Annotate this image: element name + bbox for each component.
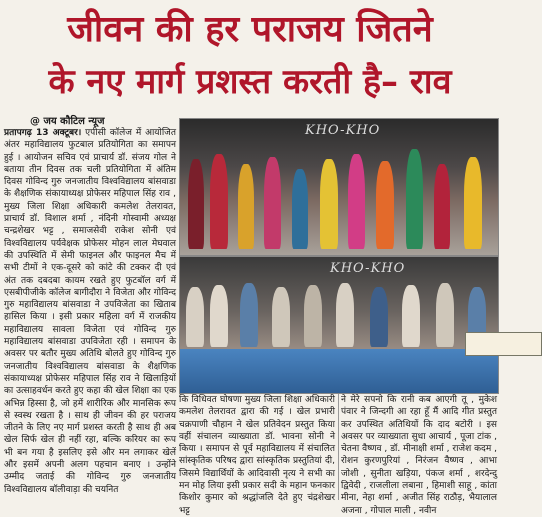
byline: @ जय कौटिल न्यूज (30, 116, 105, 127)
guest-figure (186, 287, 204, 347)
dancer-figure (434, 164, 450, 249)
guest-figure (210, 285, 228, 347)
photo-banner-text: KHO-KHO (305, 123, 381, 138)
dancer-figure (464, 157, 482, 249)
headline (0, 0, 500, 110)
team-award-photo (179, 256, 499, 394)
guest-figure (370, 287, 388, 347)
headline-line-1: जीवन की हर पराजय जितने (67, 9, 433, 50)
article-column-middle: कि विधिवत घोषणा मुख्य जिला शिक्षा अधिकारी कमलेश तेलरावत द्वारा की गई । खेल प्रभारी चक्रपाणी चौहान ने खेल प्रतिवेदन प्रस्तुत किया वहीं संचालन व्याख्याता डॉ. भावना सोनी ने किया । समापन से पूर्व महाविद्यालय में संचालित सांस्कृतिक परिषद द्वारा सांस्कृतिक प्रस्तुतियां दी, जिसमे विद्यार्थियों के आदिवासी नृत्य ने सभी का मन मोह लिया इसी प्रकार सदी के महान फनकार किशोर कुमार को श्रद्धांजलि देते हुए चंद्रशेखर भट्ट (179, 395, 335, 516)
prize-cheque (465, 332, 542, 356)
dancer-figure (264, 157, 281, 249)
guest-figure (304, 285, 322, 347)
photo-banner-text: KHO-KHO (330, 261, 406, 276)
guest-figure (272, 287, 290, 347)
dancer-figure (188, 159, 204, 249)
dancer-figure (292, 169, 308, 249)
article-text-left: एपीसी कॉलेज में आयोजित अंतर महाविद्यालय फुटबाल प्रतियोगिता का समापन हुई । आयोजन सचिव एवं प्राचार्य डॉ. संजय गोल ने बताया तीन दिवस तक चली प्रतियोगिता में अंतिम दिवस गोविन्द गुरु जनजातीय विश्वविद्यालय बांसवाडा के शैक्षणिक संकायाध्यक्ष प्रोफेसर महिपाल सिंह राव , मुख्य जिला शिक्षा अधिकारी कमलेश तेलरावत, प्राचार्य डॉ. विशाल शर्मा , नंदिनी गोस्वामी अध्यक्ष चन्द्रशेखर भट्ट , समाजसेवी राकेश सोनी एवं विश्वविद्यालय पर्यवेक्षक प्रोफेसर मोहन लाल मेघवाल की उपस्थिति में सेमी फाइनल और फाइनल मैच में सभी टीमों ने एक-दूसरे को कांटे की टक्कर दी एवं अंत तक दबदबा कायम रखते हुए फुटबॉल वर्ग में एसबीपीजीके कॉलेज बागीदौरा ने विजेता और गोविन्द गुरु महाविद्यालय बांसवाडा ने उपविजेता का खिताब हासिल किया । इसी प्रकार महिला वर्ग में राजकीय महाविद्यालय सावला विजेता एवं गोविन्द गुरु महाविद्यालय बांसवाडा उपविजेता रही । समापन के अवसर पर बतौर मुख्य अतिथि बोलते हुए गोविन्द गुरु जनजातीय विश्वविद्यालय बांसवाडा के शैक्षणिक संकायाध्यक्ष प्रोफेसर महिपाल सिंह राव ने खिलाड़ियों का उत्साहवर्धन करते हुए कहा की खेल शिक्षा का एक अभिन्न हिस्सा है, जो हमें शारीरिक और मानसिक रूप से स्वस्थ रखता है । साथ ही जीवन की हर पराजय जीतने के लिए नए मार्ग प्रशस्त करती है साथ ही अब खेल सिर्फ खेल ही नहीं रहा, बल्कि करियर का रूप भी बन गया है इसलिए इसे और मन लगाकर खेलें और इसमें अपनी अलग पहचान बनाए । उन्होंने उम्मीद जताई की गोविन्द गुरु जनजातीय विश्वविद्यालय बॉलीवाड़ा की चयनित (4, 128, 176, 495)
dancer-figure (348, 154, 365, 249)
guest-figure (402, 285, 420, 347)
article-lower-columns (179, 394, 497, 516)
dancer-figure (210, 154, 228, 249)
dateline: प्रतापगढ़ 13 अक्टूबर। (4, 128, 82, 138)
dancer-figure (376, 161, 394, 249)
dancer-figure (320, 159, 338, 249)
guest-figure (336, 283, 354, 347)
article-column-right: ने मेरे सपनो कि रानी कब आएगी तू , मुकेश पंवार ने जिन्दगी आ रहा हूँ मैं आदि गीत प्रस्तुत कर उपस्थित अतिथियों कि दाद बटोरी । इस अवसर पर व्याख्याता सुधा आचार्य , पूजा टांक , चेतना वैष्णव , डॉ. मीनाक्षी शर्मा , राजेश कदम , रोशन कुरणपुरियां , निरंजन वैष्णव , आभा जोशी , सुनीता खड़िया, पंकज शर्मा , शरदेन्दु द्विवेदी , राजलीला लबाना , हिमाशी साहू , कांता मीना, नेहा शर्मा , अजीत सिंह राठौड़, भैयालाल अजना , गोपाल माली , नवीन (341, 395, 497, 516)
article-column-left (4, 127, 176, 500)
dance-performance-photo (179, 118, 499, 256)
seated-team-row (180, 349, 498, 393)
guest-figure (240, 283, 258, 347)
dancer-figure (238, 164, 254, 249)
dancer-figure (406, 149, 423, 249)
guest-figure (436, 283, 454, 347)
headline-line-2: के नए मार्ग प्रशस्त करती है– राव (48, 62, 452, 102)
column-divider (338, 394, 339, 500)
